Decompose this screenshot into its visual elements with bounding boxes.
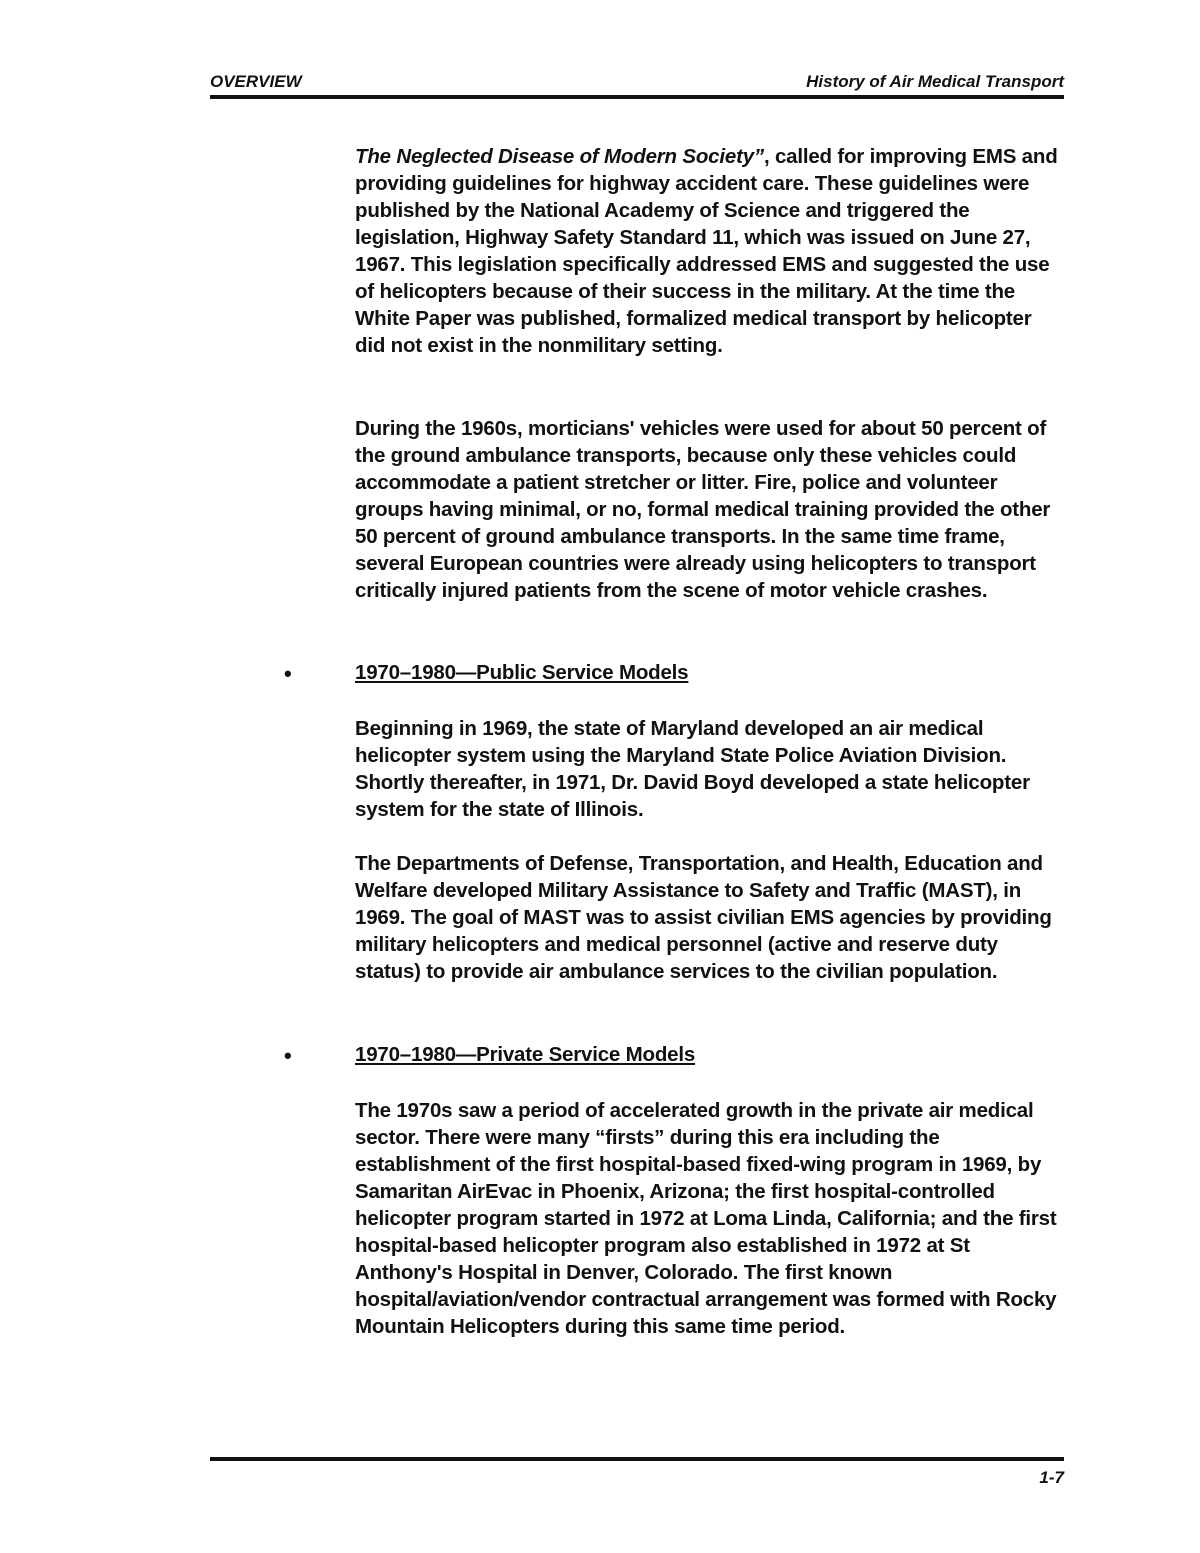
paragraph-morticians: During the 1960s, morticians' vehicles were used for about 50 percent of the ground ambulance transports, because only these vehicles could accommodate a patient stretcher or litter. Fire, police and volunteer groups having minimal, or no, formal medical training provided the other 50 percent of ground ambulance transports. In the same time frame, several European countries were already using helicopters to transport critically injured patients from the scene of motor vehicle crashes. — [355, 417, 1051, 602]
bullet-public-service: • — [284, 661, 292, 686]
paragraph-white-paper — [355, 143, 1067, 359]
paragraph-text: , called for improving EMS and providing guidelines for highway accident care. These guidelines were published by the National Academy of Science and triggered the legislation, Highway Safety Standard 11, which was issued on June 27, 1967. This legislation specifically addressed EMS and suggested the use of helicopters because of their success in the military. At the time the White Paper was published, formalized medical transport by helicopter did not exist in the nonmilitary setting. — [355, 145, 1058, 357]
paragraph-mast: The Departments of Defense, Transportation, and Health, Education and Welfare developed Military Assistance to Safety and Traffic (MAST), in 1969. The goal of MAST was to assist civilian EMS agencies by providing military helicopters and medical personnel (active and reserve duty status) to provide air ambulance services to the civilian population. — [355, 852, 1052, 983]
heading-private-service-models: 1970–1980—Private Service Models — [355, 1043, 696, 1066]
page-number: 1-7 — [1039, 1468, 1064, 1487]
paragraph-private-growth: The 1970s saw a period of accelerated growth in the private air medical sector. There were many “firsts” during this era including the establishment of the first hospital-based fixed-wing program in 1969, by Samaritan AirEvac in Phoenix, Arizona; the first hospital-controlled helicopter program started in 1972 at Loma Linda, California; and the first hospital-based helicopter program also established in 1972 at St Anthony's Hospital in Denver, Colorado. The first known hospital/aviation/vendor contractual arrangement was formed with Rocky Mountain Helicopters during this same time period. — [355, 1099, 1057, 1338]
paragraph-italic-title: The Neglected Disease of Modern Society” — [355, 145, 764, 168]
page-header — [210, 70, 1064, 96]
footer-rule — [210, 1457, 1064, 1461]
header-rule — [210, 95, 1064, 99]
document-title: History of Air Medical Transport — [806, 72, 1064, 91]
paragraph-maryland: Beginning in 1969, the state of Maryland developed an air medical helicopter system using the Maryland State Police Aviation Division. Shortly thereafter, in 1971, Dr. David Boyd developed a state helicopter system for the state of Illinois. — [355, 717, 1030, 821]
bullet-private-service: • — [284, 1043, 292, 1068]
heading-public-service-models: 1970–1980—Public Service Models — [355, 661, 689, 684]
section-label: OVERVIEW — [210, 72, 302, 91]
